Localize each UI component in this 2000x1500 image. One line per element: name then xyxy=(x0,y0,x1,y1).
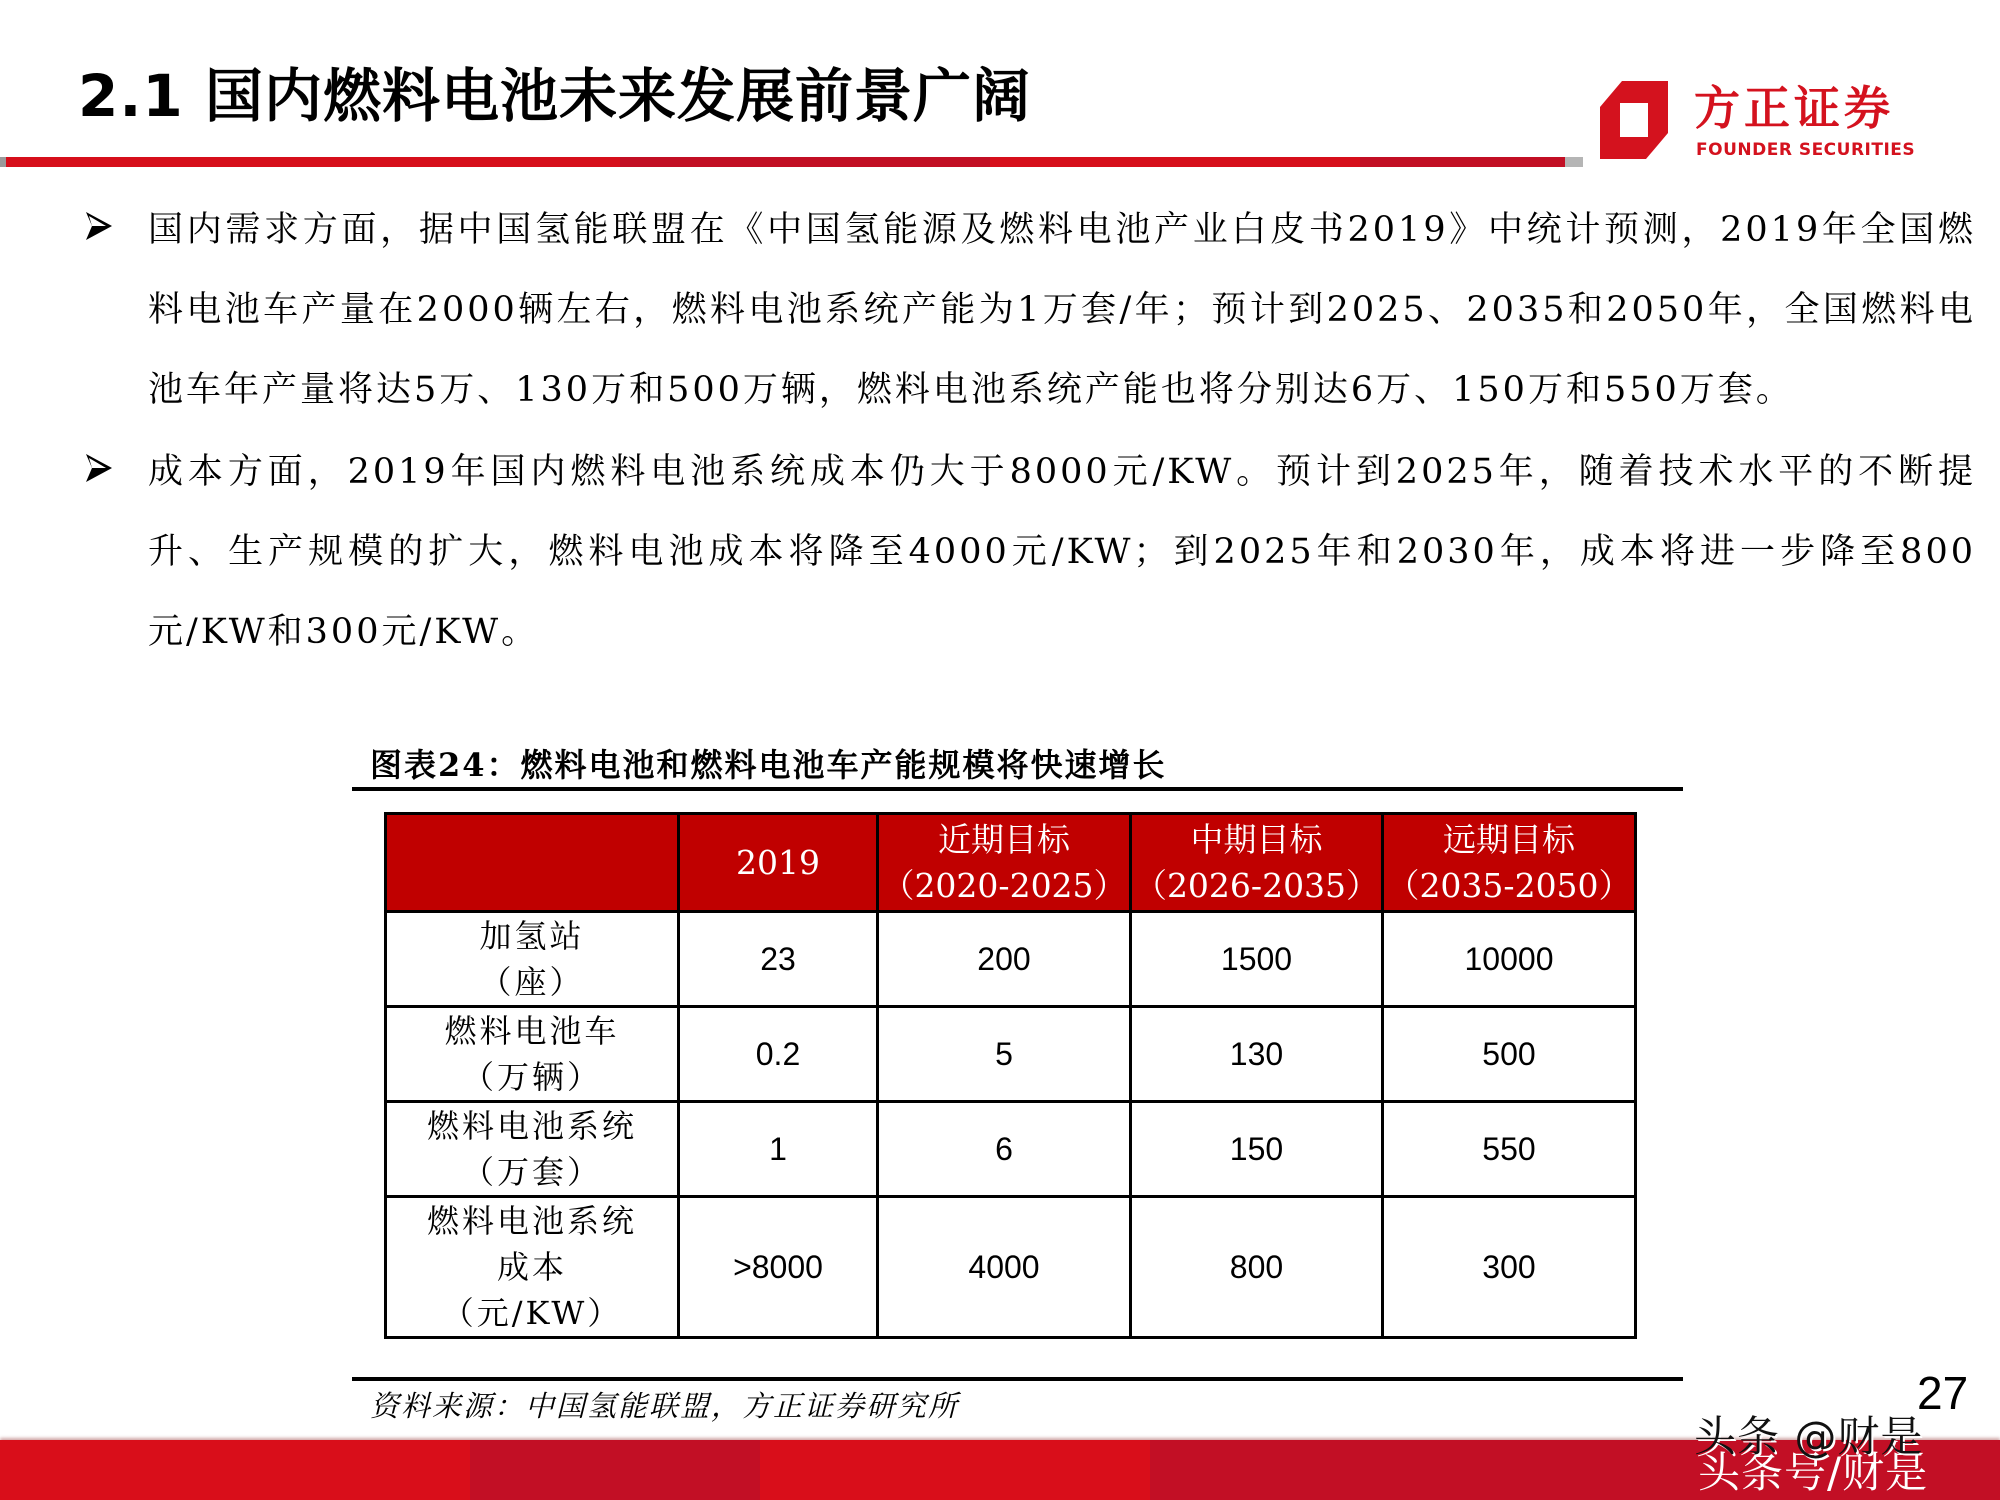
table-cell: 0.2 xyxy=(679,1007,878,1102)
source-note: 资料来源：中国氢能联盟，方正证券研究所 xyxy=(370,1389,960,1423)
table-cell: >8000 xyxy=(679,1197,878,1338)
table-row xyxy=(386,1197,1636,1338)
table-cell: 800 xyxy=(1131,1197,1383,1338)
watermark-white: 头条号/财是 xyxy=(1698,1448,1929,1497)
header-cell-mid-term: 中期目标 （2026-2035） xyxy=(1131,814,1383,912)
header-cell-near-term: 近期目标 （2020-2025） xyxy=(878,814,1131,912)
page-number: 27 xyxy=(1917,1367,1969,1419)
figure-caption: 图表24：燃料电池和燃料电池车产能规模将快速增长 xyxy=(370,746,1167,784)
company-logo xyxy=(1600,78,1940,168)
header-cell-empty xyxy=(386,814,679,912)
header-cell-2019: 2019 xyxy=(679,814,878,912)
table-cell: 4000 xyxy=(878,1197,1131,1338)
watermark-dark: 头条 @财是 xyxy=(1694,1412,1924,1461)
source-rule xyxy=(352,1377,1683,1381)
table-cell: 130 xyxy=(1131,1007,1383,1102)
table-cell: 1 xyxy=(679,1102,878,1197)
bullet-demand xyxy=(86,190,1976,430)
table-cell: 5 xyxy=(878,1007,1131,1102)
founder-logo-icon xyxy=(1600,81,1668,159)
table-cell: 23 xyxy=(679,912,878,1007)
table-cell: 500 xyxy=(1383,1007,1636,1102)
row-label: 燃料电池系统 成本 （元/KW） xyxy=(386,1197,679,1338)
caption-rule xyxy=(352,787,1683,791)
table-row xyxy=(386,1007,1636,1102)
page-title: 2.1 国内燃料电池未来发展前景广阔 xyxy=(78,62,1031,130)
table-row xyxy=(386,912,1636,1007)
bullet-cost xyxy=(86,432,1976,672)
logo-english-name: FOUNDER SECURITIES xyxy=(1696,140,1916,160)
capacity-table xyxy=(384,812,1637,1339)
bullet-list xyxy=(86,190,1976,674)
table-cell: 6 xyxy=(878,1102,1131,1197)
bullet-text: 成本方面，2019年国内燃料电池系统成本仍大于8000元/KW。预计到2025年，随着技术水平的不断提升、生产规模的扩大，燃料电池成本将降至4000元/KW；到2025年和2030年，成本将进一步降至800元/KW和300元/KW。 xyxy=(148,452,1976,652)
table-row xyxy=(386,1102,1636,1197)
row-label: 燃料电池系统 （万套） xyxy=(386,1102,679,1197)
table-cell: 10000 xyxy=(1383,912,1636,1007)
header-cell-long-term: 远期目标 （2035-2050） xyxy=(1383,814,1636,912)
arrowhead-bullet-icon xyxy=(86,212,112,240)
arrowhead-bullet-icon xyxy=(86,454,112,482)
title-underline-bar xyxy=(0,157,1583,167)
table-cell: 200 xyxy=(878,912,1131,1007)
table-cell: 550 xyxy=(1383,1102,1636,1197)
bullet-text: 国内需求方面，据中国氢能联盟在《中国氢能源及燃料电池产业白皮书2019》中统计预测，2019年全国燃料电池车产量在2000辆左右，燃料电池系统产能为1万套/年；预计到2025、2035和2050年，全国燃料电池车年产量将达5万、130万和500万辆，燃料电池系统产能也将分别达6万、150万和550万套。 xyxy=(148,210,1976,410)
table-header-row xyxy=(386,814,1636,912)
table-cell: 150 xyxy=(1131,1102,1383,1197)
row-label: 加氢站 （座） xyxy=(386,912,679,1007)
logo-chinese-name: 方正证券 xyxy=(1694,81,1894,135)
table-cell: 1500 xyxy=(1131,912,1383,1007)
table-cell: 300 xyxy=(1383,1197,1636,1338)
row-label: 燃料电池车 （万辆） xyxy=(386,1007,679,1102)
